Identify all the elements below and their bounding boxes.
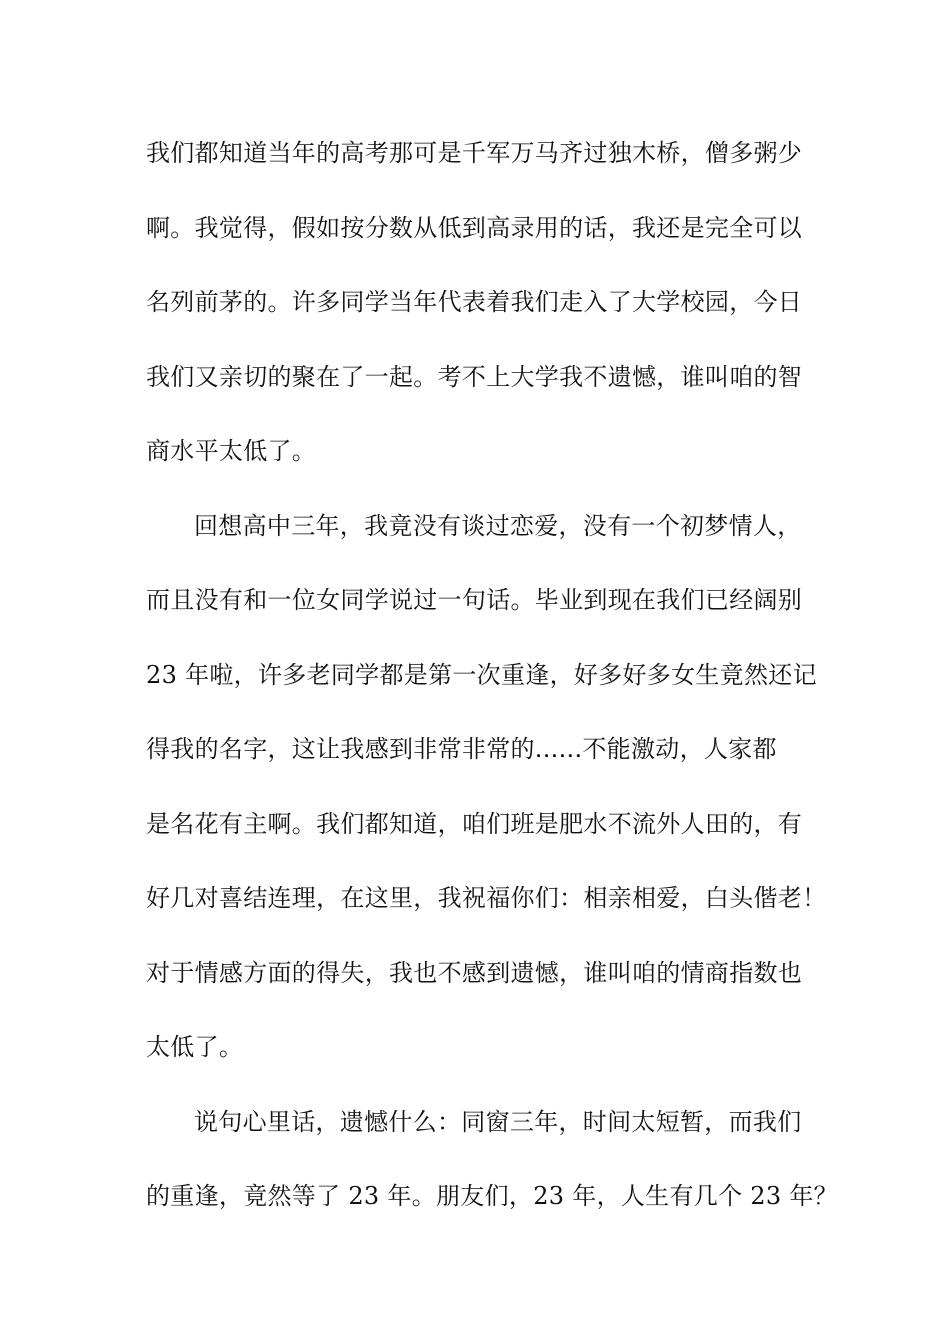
text-line: 回想高中三年，我竟没有谈过恋爱，没有一个初梦情人， [194, 511, 802, 540]
text-line: 是名花有主啊。我们都知道，咱们班是肥水不流外人田的，有 [146, 809, 803, 838]
text-line: 太低了。 [146, 1033, 244, 1061]
text-line: 好几对喜结连理，在这里，我祝福你们：相亲相爱，白头偕老！ [146, 884, 827, 912]
text-line: 23 年啦，许多老同学都是第一次重逢，好多好多女生竟然还记 [146, 660, 817, 689]
text-line: 啊。我觉得，假如按分数从低到高录用的话，我还是完全可以 [146, 213, 803, 242]
text-line: 我们又亲切的聚在了一起。考不上大学我不遗憾，谁叫咱的智 [146, 362, 803, 391]
paragraph-2 [146, 504, 826, 1100]
text-line: 得我的名字，这让我感到非常非常的......不能激动，人家都 [146, 735, 777, 763]
text-line: 名列前茅的。许多同学当年代表着我们走入了大学校园，今日 [146, 288, 803, 316]
text-line: 对于情感方面的得失，我也不感到遗憾，谁叫咱的情商指数也 [146, 958, 803, 987]
text-line: 我们都知道当年的高考那可是千军万马齐过独木桥，僧多粥少 [146, 139, 803, 167]
text-line: 而且没有和一位女同学说过一句话。毕业到现在我们已经阔别 [146, 586, 803, 614]
paragraph-3 [146, 1100, 838, 1249]
paragraph-1 [146, 131, 826, 504]
text-line: 的重逢，竟然等了 23 年。朋友们，23 年，人生有几个 23 年？ [146, 1182, 838, 1210]
text-line: 说句心里话，遗憾什么：同窗三年，时间太短暂，而我们 [194, 1107, 802, 1136]
document-body [146, 131, 838, 1249]
text-line: 商水平太低了。 [146, 437, 317, 465]
